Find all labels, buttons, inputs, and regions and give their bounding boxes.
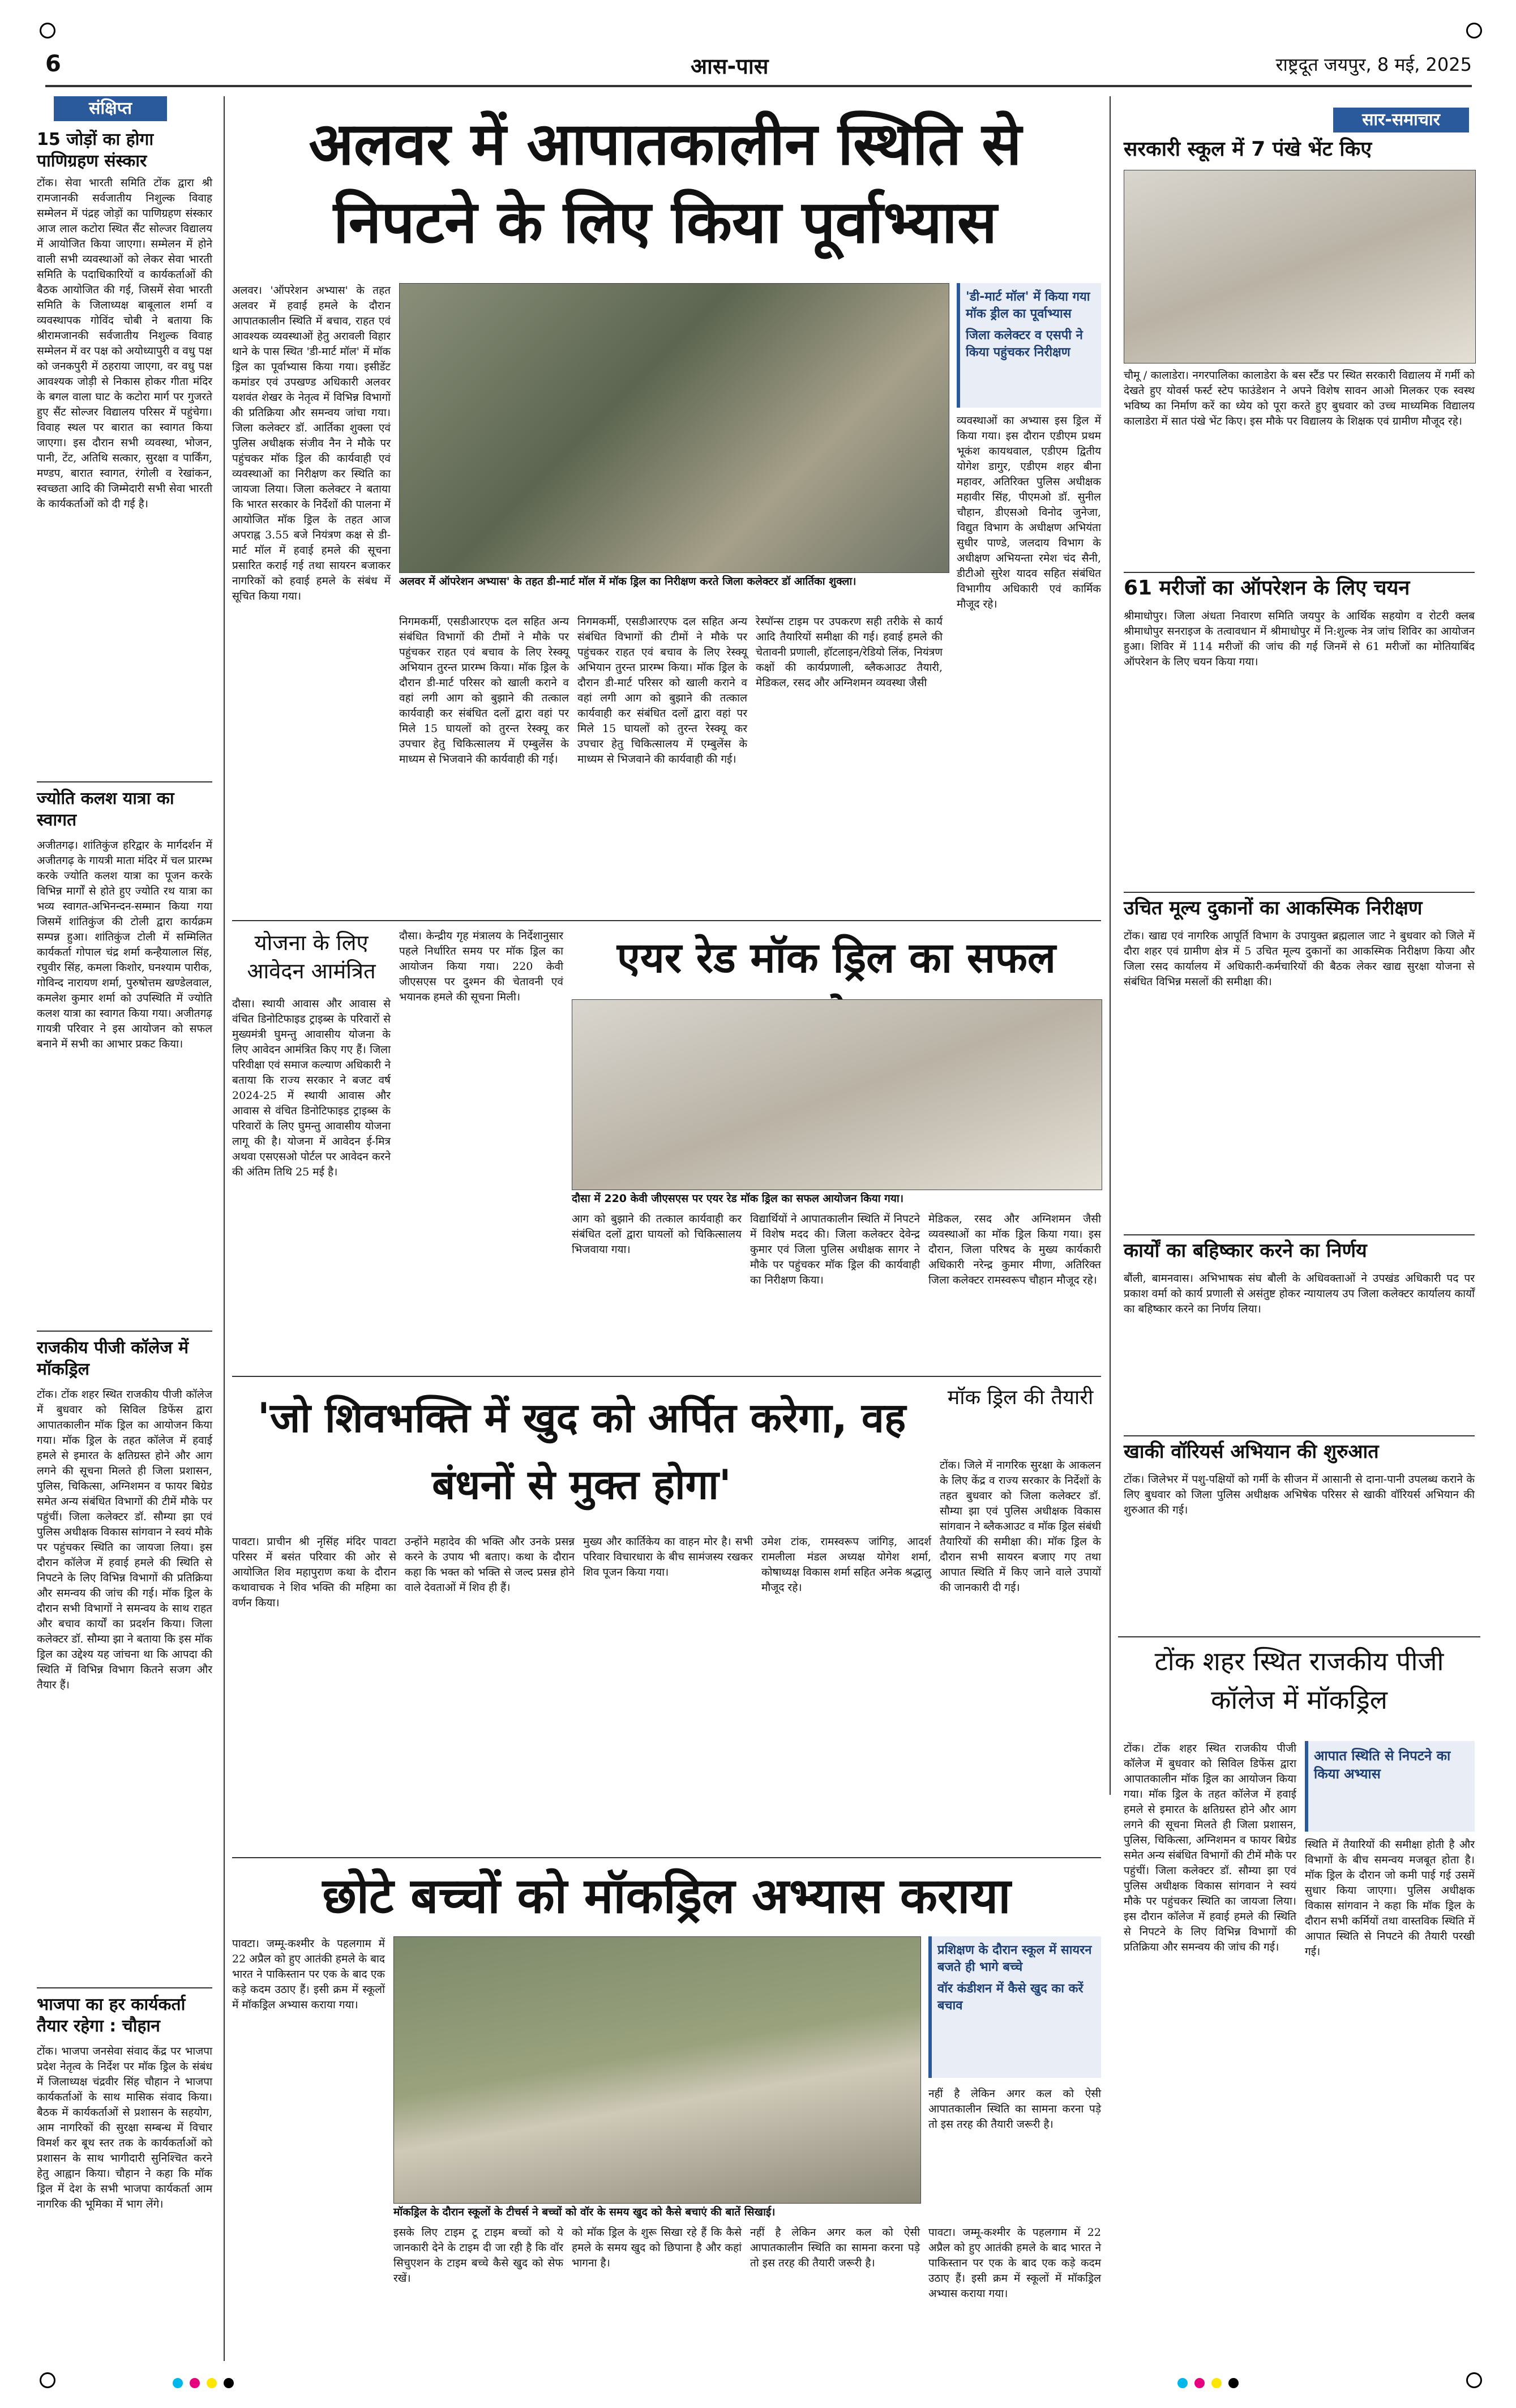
mock-sidebar-title: मॉक ड्रिल की तैयारी: [947, 1386, 1094, 1409]
air-raid-photo-caption: दौसा में 220 केवी जीएसएस पर एयर रेड मॉक ड्रिल का सफल आयोजन किया गया।: [572, 1192, 904, 1205]
left-column-label: संक्षिप्त: [54, 96, 167, 121]
right-pull-text: आपात स्थिति से निपटने का किया अभ्यास: [1314, 1748, 1451, 1782]
registration-mark: [1466, 23, 1482, 39]
right-story3-body: टोंक। खाद्य एवं नागरिक आपूर्ति विभाग के उपायुक्त ब्रह्मलाल जाट ने बुधवार को जिले में दौरा शहर एवं ग्रामीण क्षेत्र में 5 उचित मूल्य दुकानों का आकस्मिक निरीक्षण किया और जिला रसद कार्यालय में अधिकारी-कर्मचारियों की बैठक लेकर खाद्य सुरक्षा योजना से संबंधित विभिन्न मसलों की समीक्षा की।: [1124, 930, 1475, 988]
left-story4-body: टोंक। भाजपा जनसेवा संवाद केंद्र पर भाजपा प्रदेश नेतृत्व के निर्देश पर मॉक ड्रिल के संबंध में जिलाध्यक्ष चंद्रवीर सिंह चौहान ने भाजपा कार्यकर्ताओं के साथ मासिक संवाद किया। बैठक में कार्यकर्ताओं से प्रशासन के सहयोग, आम नागरिकों की सुरक्षा सम्बन्ध में विचार विमर्श कर बूथ स्तर तक के कार्यकर्ताओं को प्रशासन के साथ भागीदारी सुनिश्चित करने हेतु आह्वान किया। चौहान ने कहा कि मॉक ड्रिल में देश के सभी भाजपा कार्यकर्ता आम नागरिक की भूमिका में भाग लेंगे।: [37, 2045, 212, 2210]
cmyk-bar-left: [173, 2378, 275, 2390]
scheme-sidebar-title: योजना के लिए आवेदन आमंत्रित: [247, 930, 376, 983]
right-story5-title: खाकी वॉरियर्स अभियान की शुरुआत: [1124, 1440, 1379, 1463]
air-raid-col-d: मेडिकल, रसद और अग्निशमन जैसी व्यवस्थाओं का मॉक ड्रिल किया गया। इस दौरान, जिला परिषद के मुख्य कार्यकारी अधिकारी नरेन्द्र कुमार मीणा, अतिरिक्त जिला कलेक्टर रामस्वरूप चौहान मौजूद रहे।: [928, 1213, 1101, 1286]
right-story2-body: श्रीमाधोपुर। जिला अंधता निवारण समिति जयपुर के आर्थिक सहयोग व रोटरी क्लब श्रीमाधोपुर सनराइज के तत्वावधान में श्रीमाधोपुर में नि:शुल्क नेत्र जांच शिविर का आयोजन हुआ। शिविर में 114 मरीजों की जांच की गई जिनमें से 61 मरीजों का मोतियाबिंद ऑपरेशन के लिए चयन किया गया।: [1124, 610, 1475, 668]
section-name: आस-पास: [691, 54, 769, 79]
right-story3-title: उचित मूल्य दुकानों का आकस्मिक निरीक्षण: [1124, 897, 1423, 919]
children-col-f: पावटा। जम्मू-कश्मीर के पहलगाम में 22 अप्रैल को हुए आतंकी हमले के बाद भारत ने पाकिस्तान पर एक के बाद एक कड़े कदम उठाए हैं। इसी क्रम में स्कूलों में मॉकड्रिल अभ्यास कराया गया।: [928, 2226, 1101, 2300]
left-story2-title: ज्योति कलश यात्रा का स्वागत: [37, 789, 174, 830]
lead-col2: निगमकर्मी, एसडीआरएफ दल सहित अन्य संबंधित विभागों की टीमों ने मौके पर पहुंचकर राहत एवं बचाव के लिए रेस्क्यू अभियान तुरन्त प्रारम्भ किया। मॉक ड्रिल के दौरान डी-मार्ट परिसर को खाली कराने व वहां लगी आग को बुझाने की तत्काल कार्यवाही कर संबंधित दलों द्वारा वहां पर मिले 15 घायलों को तुरन्त रेस्क्यू कर उपचार हेतु चिकित्सालय में एम्बुलेंस के माध्यम से भिजवाने की कार्यवाही की गई।: [399, 615, 569, 765]
right-story6-side: स्थिति में तैयारियों की समीक्षा होती है और विभागों के बीच समन्वय मजबूत होता है। मॉक ड्रिल के दौरान जो कमी पाई गई उसमें सुधार किया जाएगा। पुलिस अधीक्षक विकास सांगवान ने कहा कि मॉक ड्रिल के दौरान सभी कर्मियों तथा वास्तविक स्थिति में आपात स्थिति से निपटने की तैयारी परखी गई।: [1305, 1838, 1475, 1958]
lead-pullquote: [957, 283, 1101, 408]
air-raid-col-c: विद्यार्थियों ने आपातकालीन स्थिति में निपटने में विशेष मदद की। जिला कलेक्टर देवेन्द्र कुमार एवं जिला पुलिस अधीक्षक सागर ने मौके पर पहुंचकर मॉक ड्रिल की कार्यवाही का निरीक्षण किया।: [750, 1213, 920, 1286]
shiva-col-a: पावटा। प्राचीन श्री नृसिंह मंदिर पावटा परिसर में बसंत परिवार की ओर से आयोजित शिव महापुराण कथा के दौरान कथावाचक ने शिव भक्ति की महिमा का वर्णन किया।: [232, 1536, 396, 1609]
children-pull-item-2: वॉर कंडीशन में कैसे खुद का करें बचाव: [937, 1982, 1084, 2013]
left-column: [37, 96, 218, 2372]
registration-mark: [40, 23, 55, 39]
lead-col3: रेस्पॉन्स टाइम पर उपकरण सही तरीके से कार्य आदि तैयारियों समीक्षा की गई। हवाई हमले की चेतावनी प्रणाली, हॉटलाइन/रेडियो लिंक, नियंत्रण कक्षों की कार्यप्रणाली, ब्लैकआउट तैयारी, मेडिकल, रसद और अग्निशमन व्यवस्था जैसी: [756, 615, 943, 689]
lead-photo-caption: अलवर में ऑपरेशन अभ्यास' के तहत डी-मार्ट मॉल में मॉक ड्रिल का निरीक्षण करते जिला कलेक्टर डॉ आर्तिका शुक्ला।: [399, 575, 857, 588]
air-raid-photo: [572, 999, 1102, 1190]
lead-col1: अलवर। 'ऑपरेशन अभ्यास' के तहत अलवर में हवाई हमले के दौरान आपातकालीन स्थिति में बचाव, राहत एवं आवश्यक व्यवस्थाओं हेतु अरावली विहार थाने के पास स्थित 'डी-मार्ट मॉल' में मॉक ड्रिल का पूर्वाभ्यास किया गया। इसीडेंट कमांडर एवं उपखण्ड अधिकारी अलवर यशवंत शेखर के नेतृत्व में विभिन्न विभागों की प्रतिक्रिया और समन्वय जांचा गया। जिला कलेक्टर डॉ. आर्तिका शुक्ला एवं पुलिस अधीक्षक संजीव नैन ने मौके पर पहुंचकर मॉक ड्रिल की कार्यवाही एवं व्यवस्थाओं का निरीक्षण कर स्थिति का जायजा लिया। जिला कलेक्टर ने बताया कि भारत सरकार के निर्देशों की पालना में आयोजित मॉक ड्रिल के तहत आज अपराह्न 3.55 बजे नियंत्रण कक्ष से डी-मार्ट मॉल में हवाई हमले की सूचना प्रसारित कराई गई तथा सायरन बजाकर नागरिकों को हवाई हमले के संबंध में सूचित किया गया।: [232, 284, 391, 602]
mock-sidebar-body: टोंक। जिले में नागरिक सुरक्षा के आकलन के लिए केंद्र व राज्य सरकार के निर्देशों के तहत बुधवार को जिला कलेक्टर डॉ. सौम्या झा एवं पुलिस अधीक्षक विकास सांगवान ने ब्लैकआउट व मॉक ड्रिल संबंधी तैयारियों की समीक्षा की। मॉक ड्रिल के दौरान सभी सायरन बजाए गए तथा आपात स्थिति में किए जाने वाले उपायों की जानकारी दी गई।: [940, 1459, 1101, 1594]
lead-col2b: निगमकर्मी, एसडीआरएफ दल सहित अन्य संबंधित विभागों की टीमों ने मौके पर पहुंचकर राहत एवं बचाव के लिए रेस्क्यू अभियान तुरन्त प्रारम्भ किया। मॉक ड्रिल के दौरान डी-मार्ट परिसर को खाली कराने व वहां लगी आग को बुझाने की तत्काल कार्यवाही कर संबंधित दलों द्वारा वहां पर मिले 15 घायलों को तुरन्त रेस्क्यू कर उपचार हेतु चिकित्सालय में एम्बुलेंस के माध्यम से भिजवाने की कार्यवाही की गई।: [577, 615, 747, 765]
children-pullquote: [928, 1936, 1101, 2078]
lead-photo: [399, 283, 949, 573]
right-story6-pullquote: [1305, 1741, 1475, 1832]
lead-cont: व्यवस्थाओं का अभ्यास इस ड्रिल में किया गया। इस दौरान एडीएम प्रथम भूकंश कायथवाल, एडीएम द्वितीय योगेश डागुर, एडीएम शहर बीना महावर, अतिरिक्त पुलिस अधीक्षक महावीर सिंह, पीएमओ डॉ. सुनील चौहान, डीएसओ विनोद जुनेजा, विद्युत विभाग के अधीक्षण अभियंता सुधीर पाण्डे, जलदाय विभाग के अधीक्षण अभियन्ता रमेश चंद सैनी, डीटीओ सुरेश यादव सहित संबंधित विभागीय अधिकारी एवं कार्मिक मौजूद रहे।: [957, 414, 1101, 610]
right-story2-title: 61 मरीजों का ऑपरेशन के लिए चयन: [1124, 576, 1410, 600]
school-fans-photo: [1124, 170, 1476, 363]
left-story3-title: राजकीय पीजी कॉलेज में मॉकड्रिल: [37, 1338, 189, 1379]
children-col-e: नहीं है लेकिन अगर कल को ऐसी आपातकालीन स्थिति का सामना करना पड़े तो इस तरह की तैयारी जरूरी है।: [928, 2088, 1101, 2131]
children-col-c: को मॉक ड्रिल के शुरू सिखा रहे हैं कि कैसे हमले के समय खुद को छिपाना है और कहां भागना है।: [572, 2226, 742, 2269]
left-story1-body: टोंक। सेवा भारती समिति टोंक द्वारा श्री रामजानकी सर्वजातीय निशुल्क विवाह सम्मेलन में पंद्रह जोड़ों का पाणिग्रहण संस्कार आज लाल कटोरा स्थित सैंट सोल्जर विद्यालय में आयोजित किया जाएगा। सम्मेलन में होने वाली सभी व्यवस्थाओं को लेकर सेवा भारती समिति के पदाधिकारियों व कार्यकर्ताओं की बैठक आयोजित की गई, जिसमें सेवा भारती समिति के जिलाध्यक्ष बाबूलाल शर्मा व व्यवस्थापक गोविंद चोबी ने बताया कि श्रीरामजानकी सर्वजातीय निशुल्क विवाह सम्मेलन में वर पक्ष को अयोध्यापुरी व वधु पक्ष को जनकपुरी में ठहराया जाएगा, वर वधु पक्ष आवश्यक जोड़ी से निकास होकर गीता मंदिर के बगल वाला घाट के कटोरा मार्ग पर गुजरते हुए सैंट सोल्जर विद्यालय परिसर में पहुंचेगा। विवाह स्थल पर बारात का स्वागत किया जाएगा। इस दौरान सभी व्यवस्था, भोजन, पानी, टेंट, अतिथि सत्कार, सुरक्षा व पार्किंग, मण्डप, बारात स्वागत, रंगोली व रेखांकन, स्वच्छता आदि की जिम्मेदारी सभी सेवा भारती के कार्यकर्ताओं को दी गई है।: [37, 177, 212, 510]
air-raid-col-b: आग को बुझाने की तत्काल कार्यवाही कर संबंधित दलों द्वारा घायलों को चिकित्सालय भिजवाया गया।: [572, 1213, 742, 1256]
right-story4-body: बौंली, बामनवास। अभिभाषक संघ बौली के अधिवक्ताओं ने उपखंड अधिकारी पद पर प्रकाश वर्मा को कार्य प्रणाली से असंतुष्ट होकर न्यायालय उप जिला कलेक्टर कार्यालय कार्यों का बहिष्कार करने का निर्णय लिया।: [1124, 1272, 1475, 1315]
page-header: [34, 40, 1483, 85]
pullquote-item-1: 'डी-मार्ट मॉल' में किया गया मॉक ड्रील का पूर्वाभ्यास: [966, 290, 1090, 321]
scheme-sidebar-body: दौसा। स्थायी आवास और आवास से वंचित डिनोटिफाइड ट्राइब्स के परिवारों से मुख्यमंत्री घुमन्तु आवासीय योजना के लिए आवेदन आमंत्रित किए गए हैं। जिला परिवीक्षा एवं समाज कल्याण अधिकारी ने बताया कि राज्य सरकार ने बजट वर्ष 2024-25 में स्थायी आवास और आवास से वंचित डिनोटिफाइड ट्राइब्स के परिवारों के लिए घुमन्तु आवासीय योजना लागू की है। योजना में आवेदन ई-मित्र अथवा एसएसओ पोर्टल पर आवेदन करने की अंतिम तिथि 25 मई है।: [232, 998, 391, 1178]
children-photo-caption: मॉकड्रिल के दौरान स्कूलों के टीचर्स ने बच्चों को वॉर के समय खुद को कैसे बचाएं की बातें सिखाई।: [393, 2206, 776, 2218]
left-story4-title: भाजपा का हर कार्यकर्ता तैयार रहेगा : चौहान: [37, 1995, 186, 2036]
shiva-headline: 'जो शिवभक्ति में खुद को अर्पित करेगा, वह बंधनों से मुक्त होगा': [257, 1394, 906, 1508]
left-story2-body: अजीतगढ़। शांतिकुंज हरिद्वार के मार्गदर्शन में अजीतगढ़ के गायत्री माता मंदिर में चल प्रारम्भ करके ज्योति कलश यात्रा का पूजन करके विभिन्न मार्गों से होते हुए ज्योति रथ यात्रा का भव्य स्वागत-अभिनन्दन-सम्मान किया गया जिसमें शांतिकुंज की टोली द्वारा कार्यक्रम सम्पन्न हुआ। शांतिकुंज टोली में सम्मिलित कार्यकर्ता गोपाल चंद्र शर्मा कन्हैयालाल सिंह, रघुवीर सिंह, कमला किशोर, घनश्याम पारीक, गोविन्द नारायण शर्मा, पुरुषोत्तम खण्डेलवाल, कमलेश कुमार शर्मा को उपस्थिति में ज्योति कलश यात्रा का स्वागत किया गया। अजीतगढ़ गायत्री परिवार ने इस आयोजन को सफल बनाने में सभी का आभार प्रकट किया।: [37, 839, 212, 1050]
children-col-a: पावटा। जम्मू-कश्मीर के पहलगाम में 22 अप्रैल को हुए आतंकी हमले के बाद भारत ने पाकिस्तान पर एक के बाद एक कड़े कदम उठाए हैं। इसी क्रम में स्कूलों में मॉकड्रिल अभ्यास कराया गया।: [232, 1937, 385, 2011]
cmyk-bar-right: [1177, 2378, 1279, 2390]
air-raid-col-a: दौसा। केन्द्रीय गृह मंत्रालय के निर्देशानुसार पहले निर्धारित समय पर मॉक ड्रिल का आयोजन किया गया। 220 केवी जीएसएस पर दुश्मन की चेतावनी एवं भयानक हमले की सूचना मिली।: [399, 930, 563, 1003]
right-story1-body: चौमू / कालाडेरा। नगरपालिका कालाडेरा के बस स्टैंड पर स्थित सरकारी विद्यालय में गर्मी को देखते हुए योवर्स फर्स्ट स्टेप फाउंडेशन ने अपने विशेष सावन आओ मिलकर एक स्वस्थ भविष्य का निर्माण करें का ध्येय को पूरा करते हुए बुधवार को उच्च माध्यमिक विद्यालय कालाडेरा में सात पंखे भेंट किए। इस मौके पर विद्यालय के शिक्षक एवं ग्रामीण मौजूद रहे।: [1124, 369, 1475, 427]
shiva-col-c: मुख्य और कार्तिकेय का वाहन मोर है। सभी परिवार विचारधारा के बीच सामंजस्य रखकर शिव पूजन किया गया।: [583, 1536, 753, 1579]
right-story6-title: टोंक शहर स्थित राजकीय पीजी कॉलेज में मॉकड्रिल: [1154, 1646, 1444, 1715]
left-story3-body: टोंक। टोंक शहर स्थित राजकीय पीजी कॉलेज में बुधवार को सिविल डिफेंस द्वारा आपातकालीन मॉक ड्रिल का आयोजन किया गया। मॉक ड्रिल के तहत कॉलेज में हवाई हमले से इमारत के क्षतिग्रस्त होने और आग लगने की सूचना मिलते ही जिला प्रशासन, पुलिस, चिकित्सा, अग्निशमन व फायर बिग्रेड समेत अन्य संबंधित विभागों की टीमें मौके पर पहुंचीं। जिला कलेक्टर डॉ. सौम्या झा एवं पुलिस अधीक्षक विकास सांगवान ने स्वयं मौके पर पहुंचकर स्थिति का जायजा लिया। इस दौरान कॉलेज में हवाई हमले की स्थिति से निपटने के लिए विभिन्न विभागों की प्रतिक्रिया और समन्वय की जांच की गई। मॉक ड्रिल के दौरान सभी विभागों ने समन्वय के साथ राहत और बचाव कार्यों का प्रदर्शन किया। जिला कलेक्टर डॉ. सौम्या झा ने बताया कि इस मॉक ड्रिल का उद्देश्य यह जांचना था कि आपदा की स्थिति में विभिन्न विभाग कितने सजग और तैयार हैं।: [37, 1388, 212, 1691]
registration-mark: [40, 2372, 55, 2388]
right-story5-body: टोंक। जिलेभर में पशु-पक्षियों को गर्मी के सीजन में आसानी से दाना-पानी उपलब्ध कराने के लिए बुधवार को जिला पुलिस अधीक्षक अभिषेक परिसर से खाकी वॉरियर्स अभियान की शुरुआत की गई।: [1124, 1473, 1475, 1516]
header-rule: [45, 85, 1472, 87]
children-headline: छोटे बच्चों को मॉकड्रिल अभ्यास कराया: [322, 1868, 1011, 1924]
right-story4-title: कार्यों का बहिष्कार करने का निर्णय: [1124, 1239, 1367, 1262]
right-story6-body: टोंक। टोंक शहर स्थित राजकीय पीजी कॉलेज में बुधवार को सिविल डिफेंस द्वारा आपातकालीन मॉक ड्रिल का आयोजन किया गया। मॉक ड्रिल के तहत कॉलेज में हवाई हमले से इमारत के क्षतिग्रस्त होने और आग लगने की सूचना मिलते ही जिला प्रशासन, पुलिस, चिकित्सा, अग्निशमन व फायर बिग्रेड समेत अन्य संबंधित विभागों की टीमें मौके पर पहुंचीं। जिला कलेक्टर डॉ. सौम्या झा एवं पुलिस अधीक्षक विकास सांगवान ने स्वयं मौके पर पहुंचकर स्थिति का जायजा लिया। इस दौरान कॉलेज में हवाई हमले की स्थिति से निपटने के लिए विभिन्न विभागों की प्रतिक्रिया और समन्वय की जांच की गई।: [1124, 1742, 1296, 1953]
masthead-date: राष्ट्रदूत जयपुर, 8 मई, 2025: [1275, 54, 1472, 75]
air-raid-headline: एयर रेड मॉक ड्रिल का सफल: [616, 934, 1056, 982]
pullquote-item-2: जिला कलेक्टर व एसपी ने किया पहुंचकर निरीक्षण: [966, 328, 1083, 360]
right-column: [1118, 96, 1480, 1795]
shiva-col-b: उन्होंने महादेव की भक्ति और उनके प्रसन्न करने के उपाय भी बताए। कथा के दौरान कहा कि भक्त को भक्ति से जल्द प्रसन्न होने वाले देवताओं में शिव ही हैं।: [405, 1536, 575, 1594]
registration-mark: [1466, 2372, 1482, 2388]
children-pull-item-1: प्रशिक्षण के दौरान स्कूल में सायरन बजते ही भागे बच्चे: [937, 1943, 1092, 1974]
shiva-col-d: उमेश टांक, रामस्वरूप जांगिड़, आदर्श रामलीला मंडल अध्यक्ष योगेश शर्मा, कोषाध्यक्ष विकास शर्मा सहित अनेक श्रद्धालु मौजूद रहे।: [761, 1536, 931, 1594]
right-story1-title: सरकारी स्कूल में 7 पंखे भेंट किए: [1124, 138, 1372, 161]
right-column-label: सार-समाचार: [1333, 108, 1469, 132]
children-col-d: नहीं है लेकिन अगर कल को ऐसी आपातकालीन स्थिति का सामना करना पड़े तो इस तरह की तैयारी जरूरी है।: [750, 2226, 920, 2269]
children-col-b: इसके लिए टाइम टू टाइम बच्चों को ये जानकारी देने के टाइम दी जा रही है कि वॉर सिचुएशन के टाइम बच्चे कैसे खुद को सेफ रखें।: [393, 2226, 563, 2285]
page-number: 6: [45, 51, 61, 77]
children-photo: [393, 1936, 921, 2204]
lead-headline: अलवर में आपातकालीन स्थिति से निपटने के लिए किया पूर्वाभ्यास: [309, 109, 1022, 256]
left-story1-title: 15 जोड़ों का होगा पाणिग्रहण संस्कार: [37, 130, 154, 171]
